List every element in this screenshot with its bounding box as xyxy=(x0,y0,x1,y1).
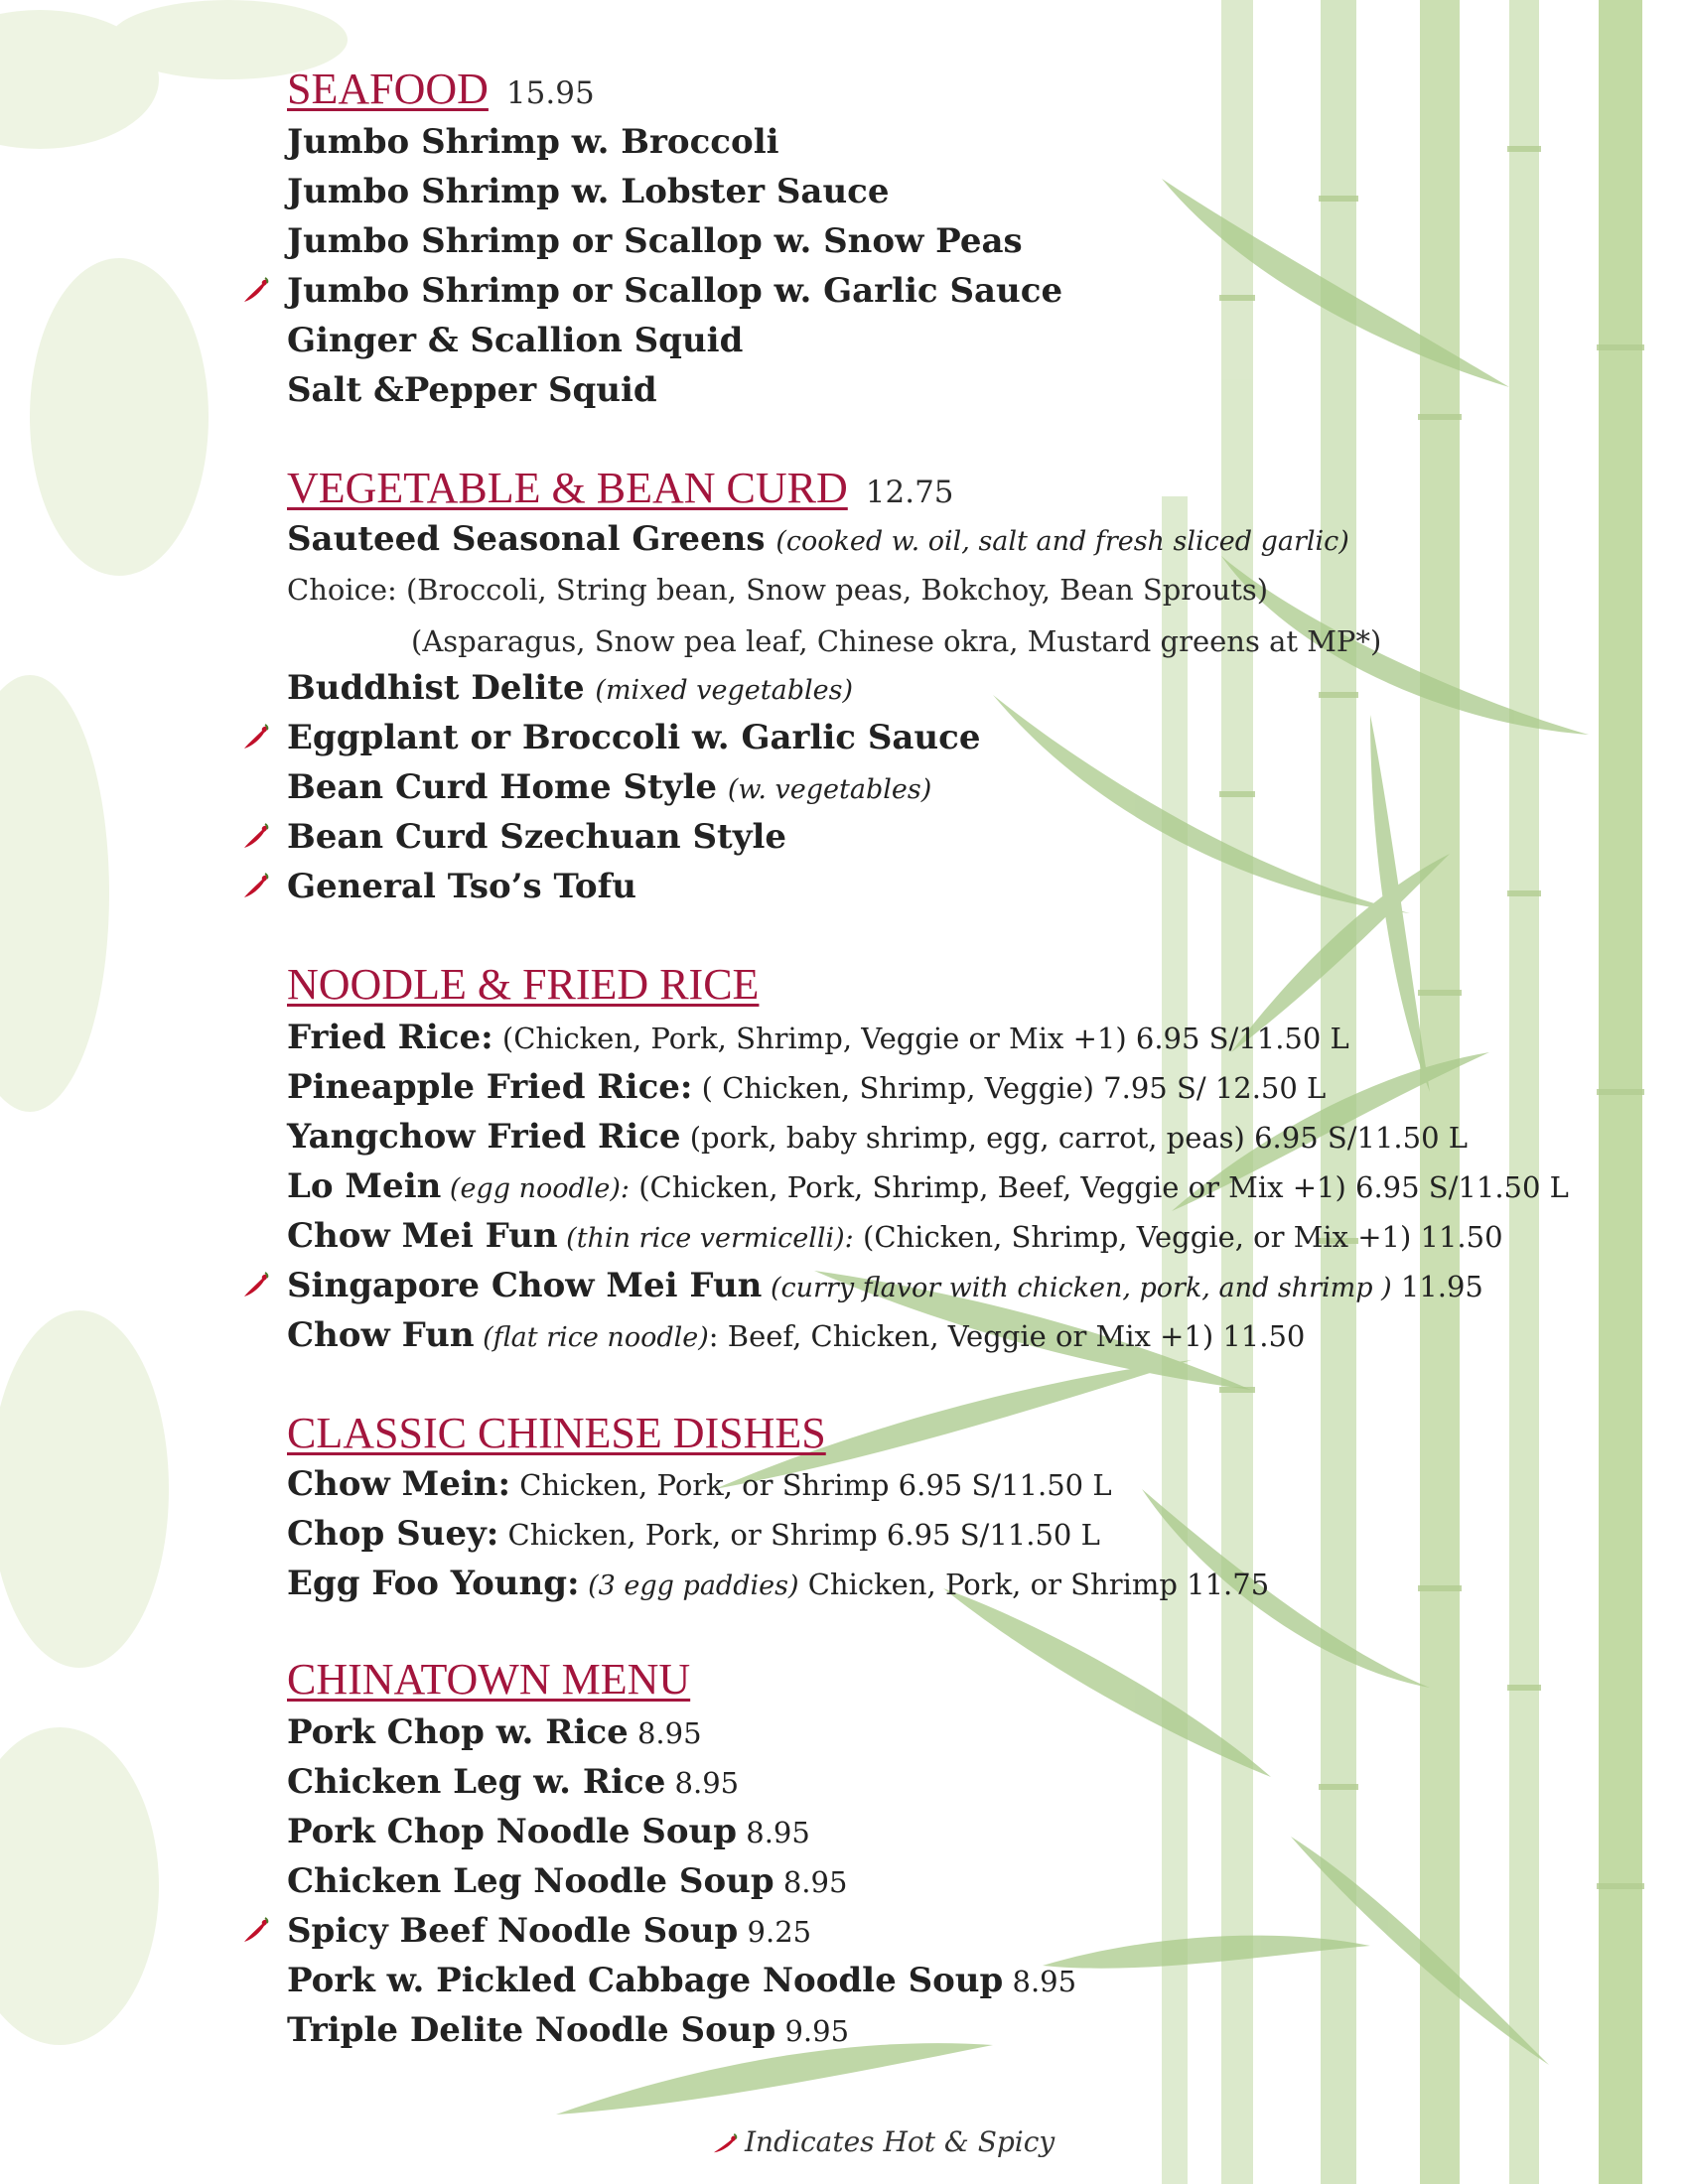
menu-item: Yangchow Fried Rice (pork, baby shrimp, egg, carrot, peas) 6.95 S/11.50 L xyxy=(287,1117,1469,1157)
menu-item: Pork Chop w. Rice 8.95 xyxy=(287,1712,702,1752)
menu-item: Triple Delite Noodle Soup 9.95 xyxy=(287,2010,850,2050)
menu-item: Jumbo Shrimp or Scallop w. Snow Peas xyxy=(287,221,1023,261)
spicy-legend xyxy=(711,2125,1055,2158)
menu-item: Lo Mein (egg noodle): (Chicken, Pork, Shrimp, Beef, Veggie or Mix +1) 6.95 S/11.50 L xyxy=(287,1166,1569,1206)
section-heading-vegetable-bean-curd: VEGETABLE & BEAN CURD 12.75 xyxy=(287,464,954,512)
menu-item: Pork Chop Noodle Soup 8.95 xyxy=(287,1812,810,1851)
menu-item: Ginger & Scallion Squid xyxy=(287,321,744,360)
menu-item: Chow Mei Fun (thin rice vermicelli): (Chicken, Shrimp, Veggie, or Mix +1) 11.50 xyxy=(287,1216,1503,1256)
menu-item: Jumbo Shrimp or Scallop w. Garlic Sauce xyxy=(287,271,1063,311)
menu-item: Buddhist Delite (mixed vegetables) xyxy=(287,668,853,708)
chili-pepper-icon xyxy=(241,1916,271,1946)
chili-pepper-icon xyxy=(241,276,271,306)
menu-item: Salt &Pepper Squid xyxy=(287,370,657,410)
menu-item: Fried Rice: (Chicken, Pork, Shrimp, Veggie or Mix +1) 6.95 S/11.50 L xyxy=(287,1018,1349,1057)
menu-item: Eggplant or Broccoli w. Garlic Sauce xyxy=(287,718,981,757)
section-price: 12.75 xyxy=(865,475,954,510)
menu-item: General Tso’s Tofu xyxy=(287,867,636,906)
section-heading-noodle-fried-rice: NOODLE & FRIED RICE xyxy=(287,960,760,1009)
menu-item: Chow Mein: Chicken, Pork, or Shrimp 6.95 S/11.50 L xyxy=(287,1464,1112,1504)
chili-pepper-icon xyxy=(241,723,271,752)
menu-item: Chicken Leg w. Rice 8.95 xyxy=(287,1762,740,1802)
chili-pepper-icon xyxy=(241,872,271,901)
menu-item: Pork w. Pickled Cabbage Noodle Soup 8.95 xyxy=(287,1961,1077,2000)
menu-item: Jumbo Shrimp w. Lobster Sauce xyxy=(287,172,890,211)
choice-line: (Asparagus, Snow pea leaf, Chinese okra, Mustard greens at MP*) xyxy=(411,624,1382,658)
choice-line: Choice: (Broccoli, String bean, Snow peas, Bokchoy, Bean Sprouts) xyxy=(287,573,1269,607)
section-heading-chinatown-menu: CHINATOWN MENU xyxy=(287,1655,691,1704)
chili-pepper-icon xyxy=(241,1271,271,1300)
section-price: 15.95 xyxy=(505,75,595,111)
menu-item: Spicy Beef Noodle Soup 9.25 xyxy=(287,1911,812,1951)
menu-item: Chicken Leg Noodle Soup 8.95 xyxy=(287,1861,848,1901)
menu-item: Bean Curd Szechuan Style xyxy=(287,817,787,857)
menu-item: Chow Fun (flat rice noodle): Beef, Chicken, Veggie or Mix +1) 11.50 xyxy=(287,1315,1306,1355)
menu-item: Bean Curd Home Style (w. vegetables) xyxy=(287,767,932,807)
section-heading-classic-chinese-dishes: CLASSIC CHINESE DISHES xyxy=(287,1409,826,1457)
chili-pepper-icon xyxy=(711,2132,739,2156)
menu-item: Chop Suey: Chicken, Pork, or Shrimp 6.95 S/11.50 L xyxy=(287,1514,1100,1554)
chili-pepper-icon xyxy=(241,822,271,852)
menu-item: Egg Foo Young: (3 egg paddies) Chicken, Pork, or Shrimp 11.75 xyxy=(287,1564,1270,1603)
menu-item: Jumbo Shrimp w. Broccoli xyxy=(287,122,779,162)
menu-item: Pineapple Fried Rice: ( Chicken, Shrimp, Veggie) 7.95 S/ 12.50 L xyxy=(287,1067,1327,1107)
spicy-legend-text: Indicates Hot & Spicy xyxy=(745,2125,1055,2158)
section-heading-seafood: SEAFOOD 15.95 xyxy=(287,65,595,113)
menu-item: Singapore Chow Mei Fun (curry flavor with chicken, pork, and shrimp ) 11.95 xyxy=(287,1266,1483,1305)
menu-item: Sauteed Seasonal Greens (cooked w. oil, salt and fresh sliced garlic) xyxy=(287,519,1349,559)
